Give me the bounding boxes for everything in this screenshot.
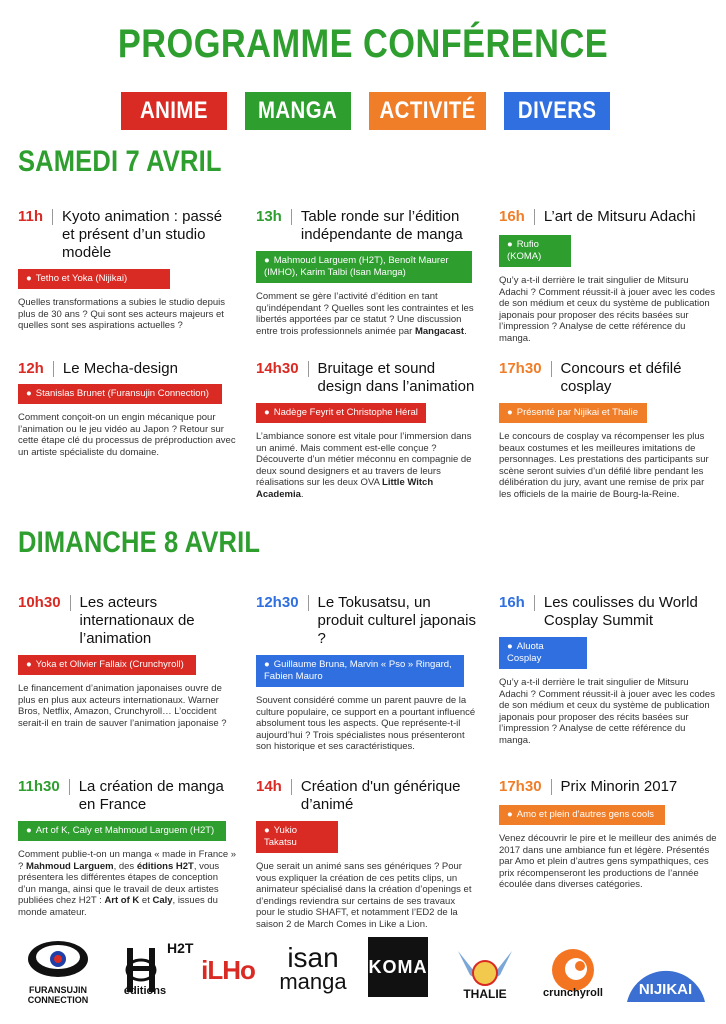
category-anime: ANIME xyxy=(121,92,227,130)
event-title: L’art de Mitsuru Adachi xyxy=(543,208,696,225)
event-card xyxy=(256,778,476,931)
event-time: 14h30 xyxy=(256,360,299,377)
koma-logo: KOMA xyxy=(368,937,428,997)
event-time: 17h30 xyxy=(499,360,542,377)
day-heading-samedi: SAMEDI 7 AVRIL xyxy=(18,145,222,178)
event-description: Comment publie-t-on un manga « made in France » ? Mahmoud Larguem, des éditions H2T, vous présentera les différentes étapes de conception d’un manga, ainsi que le travail de deux artistes publiées chez H2T : Art of K et Caly, issues du monde amateur. xyxy=(18,849,237,918)
event-title: Bruitage et sound design dans l’animation xyxy=(317,360,475,395)
crunchyroll-logo: crunchyroll xyxy=(533,935,613,1005)
event-title: Prix Minorin 2017 xyxy=(560,778,678,795)
category-activite: ACTIVITÉ xyxy=(369,92,486,130)
speaker-badge: ● Stanislas Brunet (Furansujin Connection) xyxy=(18,384,222,404)
speaker-badge: ● Yoka et Olivier Fallaix (Crunchyroll) xyxy=(18,655,196,675)
event-description: Le financement d’animation japonaises ouvre de plus en plus aux acteurs internationaux. Warner Bros, Netflix, Amazon, Crunchyroll… L’occident serait-il en train de sauver l’animation japonaise ? xyxy=(18,683,227,729)
event-card xyxy=(18,594,238,729)
event-title: Kyoto animation : passé et présent d’un studio modèle xyxy=(62,208,223,261)
event-title: Le Tokusatsu, un produit culturel japonais ? xyxy=(317,594,476,647)
event-description: Qu’y a-t-il derrière le trait singulier de Mitsuru Adachi ? Comment réussit-il à jouer avec les codes de son médium et ceux du système de publication japonais pour proposer des récits basées sur l’impression ? Analyse de cette référence du manga. xyxy=(499,677,715,746)
event-description: Que serait un animé sans ses génériques ? Pour vous expliquer la création de ces petits clips, un animateur spécialisé dans la création d’openings et d’endings reviendra sur certains de ses travaux pour le studio SHAFT, et notamment l’ED2 de la saison 2 de March Comes in Like a Lion. xyxy=(256,861,472,930)
divider xyxy=(308,595,309,611)
event-card xyxy=(18,208,238,332)
divider xyxy=(52,209,53,225)
event-description: Venez découvrir le pire et le meilleur des animés de 2017 dans une ambiance fun et légère. Présentés par Amo et plein d’autres gens sympathiques, ces prix récompenseront les productions de l’année écoulée dans diverses catégories. xyxy=(499,833,717,891)
event-card xyxy=(18,360,238,458)
event-title: Les coulisses du World Cosplay Summit xyxy=(543,594,698,629)
divider xyxy=(70,595,71,611)
event-title: La création de manga en France xyxy=(78,778,224,813)
category-divers: DIVERS xyxy=(504,92,610,130)
event-time: 12h30 xyxy=(256,594,299,611)
nijikai-logo: NIJIKAI xyxy=(623,935,708,1005)
divider xyxy=(308,361,309,377)
divider xyxy=(551,779,552,795)
thalie-logo: THALIE xyxy=(446,935,524,1005)
divider xyxy=(551,361,552,377)
speaker-badge: ● Rufio (KOMA) xyxy=(499,235,571,267)
divider xyxy=(291,209,292,225)
isan-manga-logo: isan manga xyxy=(279,942,347,994)
speaker-badge: ● Tetho et Yoka (Nijikai) xyxy=(18,269,170,289)
speaker-badge: ● Guillaume Bruna, Marvin « Pso » Ringard, Fabien Mauro xyxy=(256,655,464,687)
speaker-badge: ● Mahmoud Larguem (H2T), Benoît Maurer (IMHO), Karim Talbi (Isan Manga) xyxy=(256,251,472,283)
divider xyxy=(534,209,535,225)
event-title: Table ronde sur l’édition indépendante de manga xyxy=(300,208,463,243)
event-time: 16h xyxy=(499,208,525,225)
category-legend xyxy=(0,92,726,130)
event-card xyxy=(499,360,719,501)
event-time: 11h xyxy=(18,208,44,225)
divider xyxy=(69,779,70,795)
event-time: 16h xyxy=(499,594,525,611)
event-description: Quelles transformations a subies le studio depuis plus de 30 ans ? Qui sont ses acteurs majeurs et quelles sont ses aspirations actuelles ? xyxy=(18,297,226,332)
event-card xyxy=(499,778,719,891)
event-card xyxy=(499,594,719,747)
partner-logos xyxy=(18,935,708,1005)
h2t-logo: H2T éditions xyxy=(123,940,194,997)
speaker-badge: ● Aluota Cosplay xyxy=(499,637,587,669)
speaker-badge: ● Nadège Feyrit et Christophe Héral xyxy=(256,403,426,423)
divider xyxy=(53,361,54,377)
event-title: Création d'un générique d’animé xyxy=(300,778,461,813)
speaker-badge: ● Art of K, Caly et Mahmoud Larguem (H2T) xyxy=(18,821,226,841)
furansujin-logo: FURANSUJIN CONNECTION xyxy=(18,935,98,1005)
divider xyxy=(534,595,535,611)
event-card xyxy=(499,208,719,345)
event-card xyxy=(256,360,476,501)
event-time: 17h30 xyxy=(499,778,542,795)
divider xyxy=(291,779,292,795)
event-time: 11h30 xyxy=(18,778,60,795)
speaker-badge: ● Amo et plein d’autres gens cools xyxy=(499,805,665,825)
event-description: L’ambiance sonore est vitale pour l’immersion dans un animé. Mais comment est-elle conçue ? Découverte d’un métier méconnu en compagnie de deux sound designers et au travers de leurs réalisations sur les deux OVA Little Witch Academia. xyxy=(256,431,472,500)
event-time: 12h xyxy=(18,360,44,377)
day-heading-dimanche: DIMANCHE 8 AVRIL xyxy=(18,526,261,559)
event-time: 13h xyxy=(256,208,282,225)
event-description: Comment se gère l’activité d’édition en tant qu’indépendant ? Quelles sont les contraintes et les libertés apportées par ce statut ? Une discussion entre trois professionnels animée par Mangacast. xyxy=(256,291,474,337)
ilho-logo: iLHo xyxy=(201,954,255,985)
event-description: Le concours de cosplay va récompenser les plus beaux costumes et les meilleures imitations de personnages. Les prestations des participants sur scène seront suivies d’un défilé libre pendant les délibération du jury, avant une remise de prix par les officiels de la mairie de Bourg-la-Reine. xyxy=(499,431,709,500)
speaker-badge: ● Présenté par Nijikai et Thalie xyxy=(499,403,647,423)
event-card xyxy=(256,594,476,753)
event-card xyxy=(256,208,476,337)
speaker-badge: ● Yukio Takatsu xyxy=(256,821,338,853)
event-description: Qu’y a-t-il derrière le trait singulier de Mitsuru Adachi ? Comment réussit-il à jouer avec les codes de son médium et ceux du système de publication japonais pour proposer des récits basées sur l’impression ? Analyse de cette référence du manga. xyxy=(499,275,715,344)
page-title: PROGRAMME CONFÉRENCE xyxy=(117,22,609,66)
event-title: Le Mecha-design xyxy=(62,360,178,377)
event-title: Concours et défilé cosplay xyxy=(560,360,682,395)
event-time: 14h xyxy=(256,778,282,795)
event-description: Comment conçoit-on un engin mécanique pour l’animation ou le jeu vidéo au Japon ? Retour sur cette étape clé du processus de préproduction avec un artiste spécialiste du domaine. xyxy=(18,412,236,458)
event-time: 10h30 xyxy=(18,594,61,611)
category-manga: MANGA xyxy=(245,92,351,130)
event-card xyxy=(18,778,238,919)
event-title: Les acteurs internationaux de l’animation xyxy=(79,594,195,647)
event-description: Souvent considéré comme un parent pauvre de la culture populaire, ce support en a pourtant influencé absolument tous les aspects. Que représente-t-il aujourd’hui ? Trois spécialistes nous présenteront son historique et ses caractéristiques. xyxy=(256,695,476,753)
